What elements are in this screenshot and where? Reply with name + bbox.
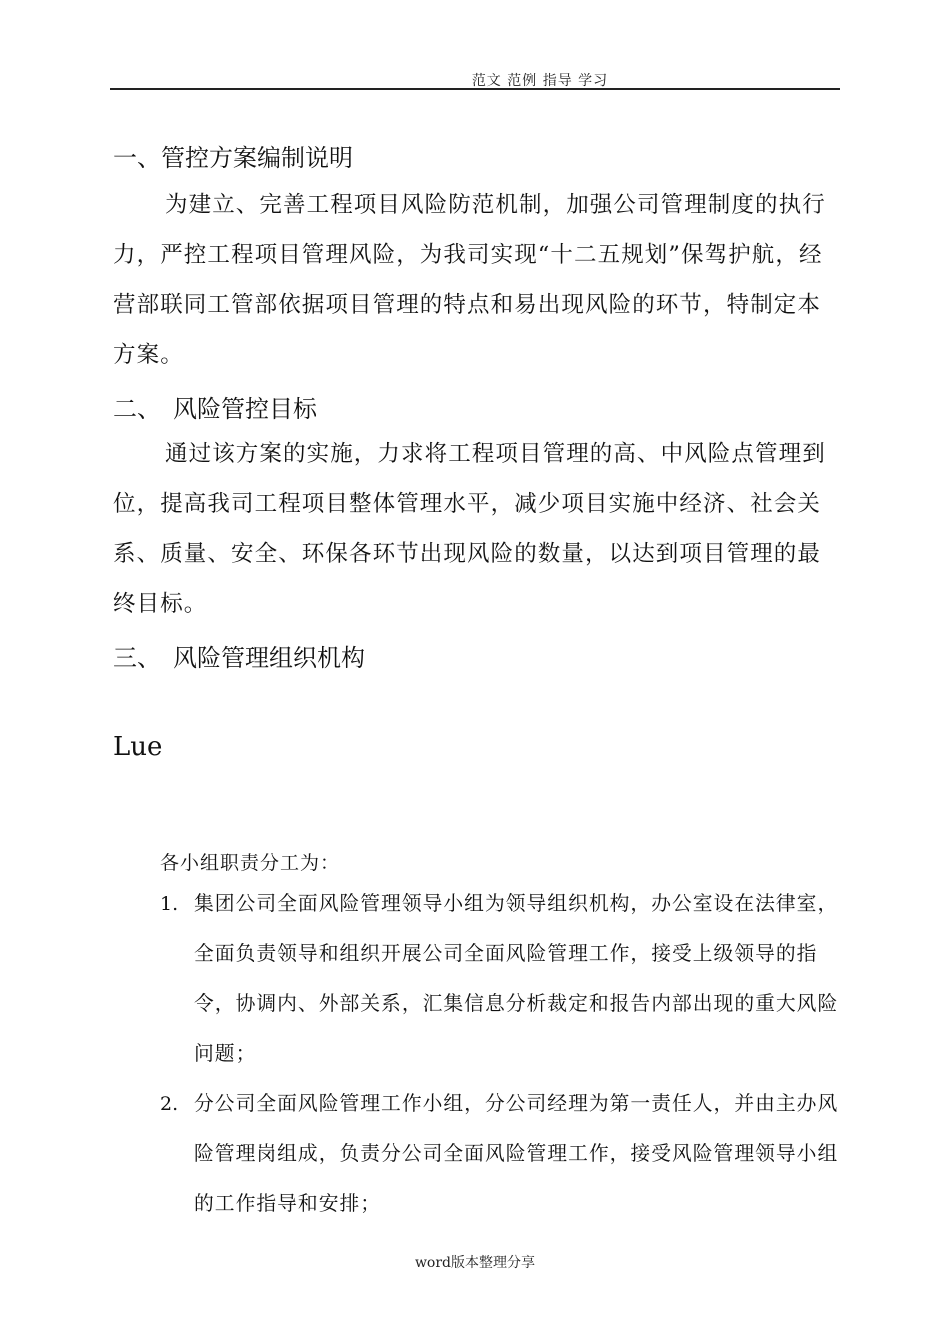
page-footer: word版本整理分享: [414, 1255, 536, 1271]
section-body-1: 为建立、完善工程项目风险防范机制，加强公司管理制度的执行力，严控工程项目管理风险，为我司实现“十二五规划”保驾护航，经营部联同工管部依据项目管理的特点和易出现风险的环节，特制定本方案。: [113, 192, 826, 368]
section-heading-2: 二、 风险管控目标: [113, 395, 317, 423]
section-heading-3: 三、 风险管理组织机构: [113, 644, 365, 672]
section-body-2: 通过该方案的实施，力求将工程项目管理的高、中风险点管理到位，提高我司工程项目整体管理水平，减少项目实施中经济、社会关系、质量、安全、环保各环节出现风险的数量，以达到项目管理的最终目标。: [113, 441, 826, 617]
duty-item-number: 2.: [160, 1093, 179, 1115]
duty-item-text: 集团公司全面风险管理领导小组为领导组织机构，办公室设在法律室，全面负责领导和组织开展公司全面风险管理工作，接受上级领导的指令，协调内、外部关系，汇集信息分析裁定和报告内部出现的重大风险问题；: [194, 892, 839, 1065]
header-text: 范文 范例 指导 学习: [471, 73, 609, 89]
duties-intro: 各小组职责分工为：: [160, 852, 341, 874]
section-heading-1: 一、管控方案编制说明: [113, 144, 353, 172]
stray-text: Lue: [113, 732, 163, 762]
duty-item-number: 1.: [160, 893, 179, 915]
duty-item-text: 分公司全面风险管理工作小组，分公司经理为第一责任人，并由主办风险管理岗组成，负责分公司全面风险管理工作，接受风险管理领导小组的工作指导和安排；: [194, 1092, 839, 1215]
header-divider: [110, 88, 840, 90]
